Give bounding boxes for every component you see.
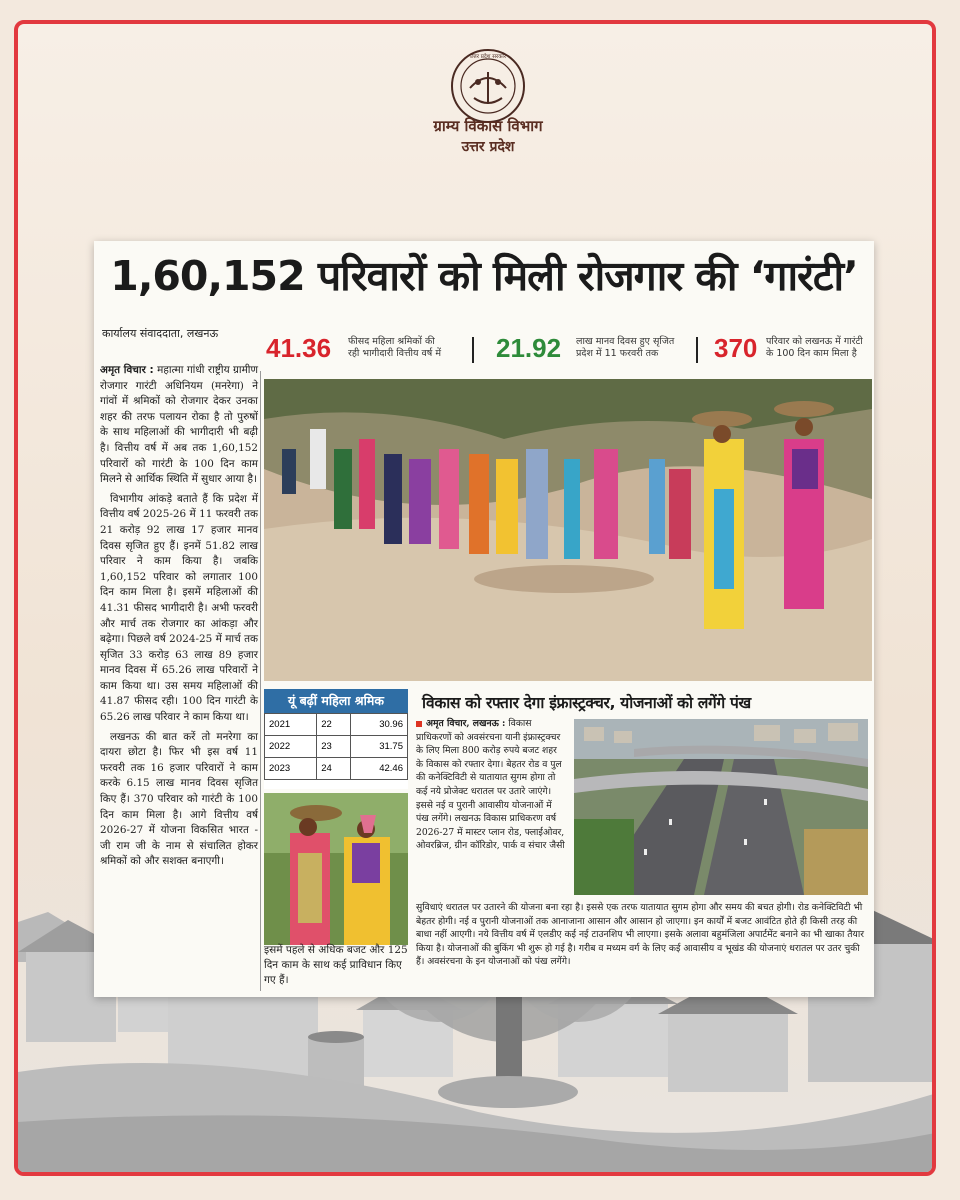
sub-article-text: विकास प्राधिकरणों को अवसंरचना यानी इंफ्रास्ट्रक्चर के लिए मिला 800 करोड़ रुपये बजट शहर के विकास को रफ्तार देगा। बेहतर रोड व पुल की कनेक्टिविटी से यातायात सुगम होगा तो कई नये प्रोजेक्ट धरातल पर उतारे जाएंगे। इससे नई व पुरानी आवासीय योजनाओं में पंख लगेंगे। लखनऊ विकास प्राधिकरण वर्ष 2026-27 में मास्टर प्लान रोड, फ्लाईओवर, ओवरब्रिज, ग्रीन कॉरिडोर, पार्क व संचार जैसी [416,718,565,852]
table-cell: 2023 [265,758,317,780]
stat-text: परिवार को लखनऊ में गारंटी के 100 दिन काम मिला है [766,336,863,359]
table-cell: 2021 [265,714,317,736]
article-body [100,363,258,874]
sub-article-column [416,717,566,853]
paragraph-2: विभागीय आंकड़े बताते हैं कि प्रदेश में वित्तीय वर्ष 2025-26 में 11 फरवरी तक 21 करोड़ 92 लाख 17 हजार मानव दिवस सृजित हुए हैं। इनमें 51.82 लाख परिवार ने काम किया है। जबकि 1,60,152 परिवार को लगातार 100 दिन काम मिला है। इसमें महिलाओं की 41.31 फीसद भागीदारी है। अभी फरवरी और मार्च तक रोजगार का आंकड़ा और बढ़ेगा। पिछले वर्ष 2024-25 में मार्च तक सृजित 33 करोड़ 63 लाख 89 हजार मानव दिवस में 65.26 लाख परिवारों ने काम किया था। उस समय महिलाओं की 41.87 फीसद रही। 100 दिन गारंटी के 65.26 लाख परिवार ने काम किया था। [100,492,258,724]
stat-number: 370 [714,333,758,363]
svg-text:उत्तर प्रदेश सरकार: उत्तर प्रदेश सरकार [469,54,507,60]
stat-text: लाख मानव दिवस हुए सृजित प्रदेश में 11 फरवरी तक [576,336,675,359]
table-cell: 42.46 [351,758,408,780]
article-headline: 1,60,152 परिवारों को मिली रोजगार की ‘गारंटी’ [110,252,858,300]
stat-divider [472,337,474,363]
up-government-emblem [450,48,526,124]
paragraph-1: महात्मा गांधी राष्ट्रीय ग्रामीण रोजगार गारंटी अधिनियम (मनरेगा) ने गांवों में श्रमिकों को रोजगार देकर उनका शहर की तरफ पलायन रोका है तो पुरुषों के साथ महिलाओं की भागीदारी भी बढ़ी है। वित्तीय वर्ष में अब तक 1,60,152 परिवारों को गारंटी के 100 दिन काम मिलने से आर्थिक स्थिति में सुधार आया है। [100,364,258,486]
sub-article-headline: विकास को रफ्तार देगा इंफ्रास्ट्रक्चर, योजनाओं को लगेंगे पंख [422,694,751,712]
women-workers-photo [264,379,872,681]
stat-text: फीसद महिला श्रमिकों की रही भागीदारी वित्तीय वर्ष में [348,336,442,359]
stat-man-days [496,333,696,373]
table-cell: 23 [317,736,351,758]
table-cell: 22 [317,714,351,736]
table-row [265,714,408,736]
stat-lucknow-families [714,333,874,373]
stat-number: 41.36 [266,333,332,363]
newspaper-clipping [94,241,874,997]
paragraph-3: लखनऊ की बात करें तो मनरेगा का दायरा छोटा है। फिर भी इस वर्ष 11 फरवरी तक 16 हजार परिवारों ने काम करके 6.15 लाख मानव दिवस सृजित किए हैं। 370 परिवार को गारंटी के 100 दिन काम मिला है। आगे वित्तीय वर्ष 2026-27 में योजना विकसित भारत - जी राम जी के नाम से संचालित होकर श्रमिकों को और सशक्त बनाएगी। [100,730,258,868]
small-photo-caption: इसमें पहले से अधिक बजट और 125 दिन काम के साथ कई प्राविधान किए गए हैं। [264,944,408,986]
table-cell: 2022 [265,736,317,758]
column-rule [260,371,261,991]
article-byline: कार्यालय संवाददाता, लखनऊ [102,327,219,340]
department-state: उत्तर प्रदेश [461,139,515,155]
lead-label: अमृत विचार : [100,364,154,376]
stat-divider [696,337,698,363]
table-row [265,736,408,758]
sub-article-continued: सुविधाएं धरातल पर उतारने की योजना बना रहा है। इससे एक तरफ यातायात सुगम होगा और समय की बचत होगी। रोड कनेक्टिविटी भी बेहतर होगी। नई व पुरानी योजनाओं तक आनाजाना आसान और आसान हो जाएगा। इन कार्यों में बजट आवंटित होते ही किसी तरह की बाधा नहीं आएगी। नये वित्तीय वर्ष में एलडीए कई नई टाउनशिप भी लाएगा। इसके अलावा बहुमंजिला अपार्टमेंट बनाने का भी खाका तैयार किया है। योजनाओं की बुकिंग भी शुरू हो गई है। गरीब व मध्यम वर्ग के लिए कई आवासीय व भूखंड की योजनाएं धरातल पर उतर चुकी हैं। अवसंरचना के इन योजनाओं को पंख लगेंगे। [416,902,864,968]
data-table [264,713,408,780]
poster-frame [14,20,936,1176]
women-workers-table [264,689,408,789]
table-row [265,758,408,780]
department-name: ग्राम्य विकास विभाग [433,117,543,135]
table-cell: 24 [317,758,351,780]
flyover-aerial-photo [574,719,868,895]
stat-women-share [266,333,471,373]
women-lifting-basket-photo [264,793,408,945]
table-cell: 31.75 [351,736,408,758]
table-title: यूं बढ़ीं महिला श्रमिक [264,689,408,713]
sub-lead-label: अमृत विचार, लखनऊ : [426,718,506,729]
bullet-square-icon [416,721,422,727]
stat-number: 21.92 [496,333,562,363]
table-cell: 30.96 [351,714,408,736]
